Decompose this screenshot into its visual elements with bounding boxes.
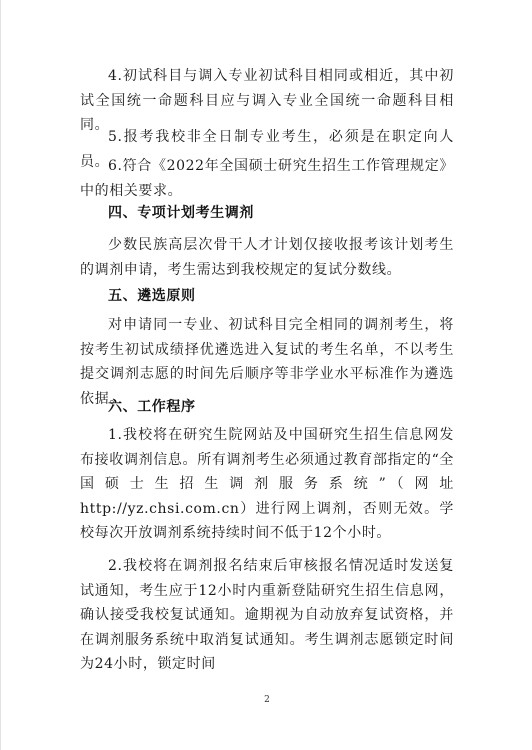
paragraph-selection-principle: 对申请同一专业、初试科目完全相同的调剂考生，将按考生初试成绩择优遴选进入复试的考生名单，不以考生提交调剂志愿的时间先后顺序等非学业水平标准作为遴选依据。 (80, 317, 454, 407)
section-heading-5: 五、遴选原则 (108, 288, 196, 304)
page-number: 2 (264, 695, 270, 705)
paragraph-procedure-2: 2.我校将在调剂报名结束后审核报名情况适时发送复试通知，考生应于12小时内重新登陆研究生招生信息网，确认接受我校复试通知。逾期视为自动放弃复试资格，并在调剂服务系统中取消复试通知。考生调剂志愿锁定时间为24小时，锁定时间 (80, 558, 454, 673)
paragraph-item-4: 4.初试科目与调入专业初试科目相同或相近，其中初试全国统一命题科目应与调入专业全国统一命题科目相同。 (80, 68, 454, 134)
section-heading-4: 四、专项计划考生调剂 (108, 205, 254, 221)
paragraph-special-plan: 少数民族高层次骨干人才计划仅接收报考该计划考生的调剂申请，考生需达到我校规定的复试分数线。 (80, 237, 454, 278)
paragraph-item-5: 5.报考我校非全日制专业考生，必须是在职定向人员。 (80, 129, 454, 170)
paragraph-item-6: 6.符合《2022年全国硕士研究生招生工作管理规定》中的相关要求。 (80, 158, 454, 199)
paragraph-procedure-1: 1.我校将在研究生院网站及中国研究生招生信息网发布接收调剂信息。所有调剂考生必须通过教育部指定的“全国硕士生招生调剂服务系统”（网址http://yz.chsi.com.cn）进行网上调剂，否则无效。学校每次开放调剂系统持续时间不低于12个小时。 (80, 427, 454, 542)
section-heading-6: 六、工作程序 (108, 399, 196, 415)
